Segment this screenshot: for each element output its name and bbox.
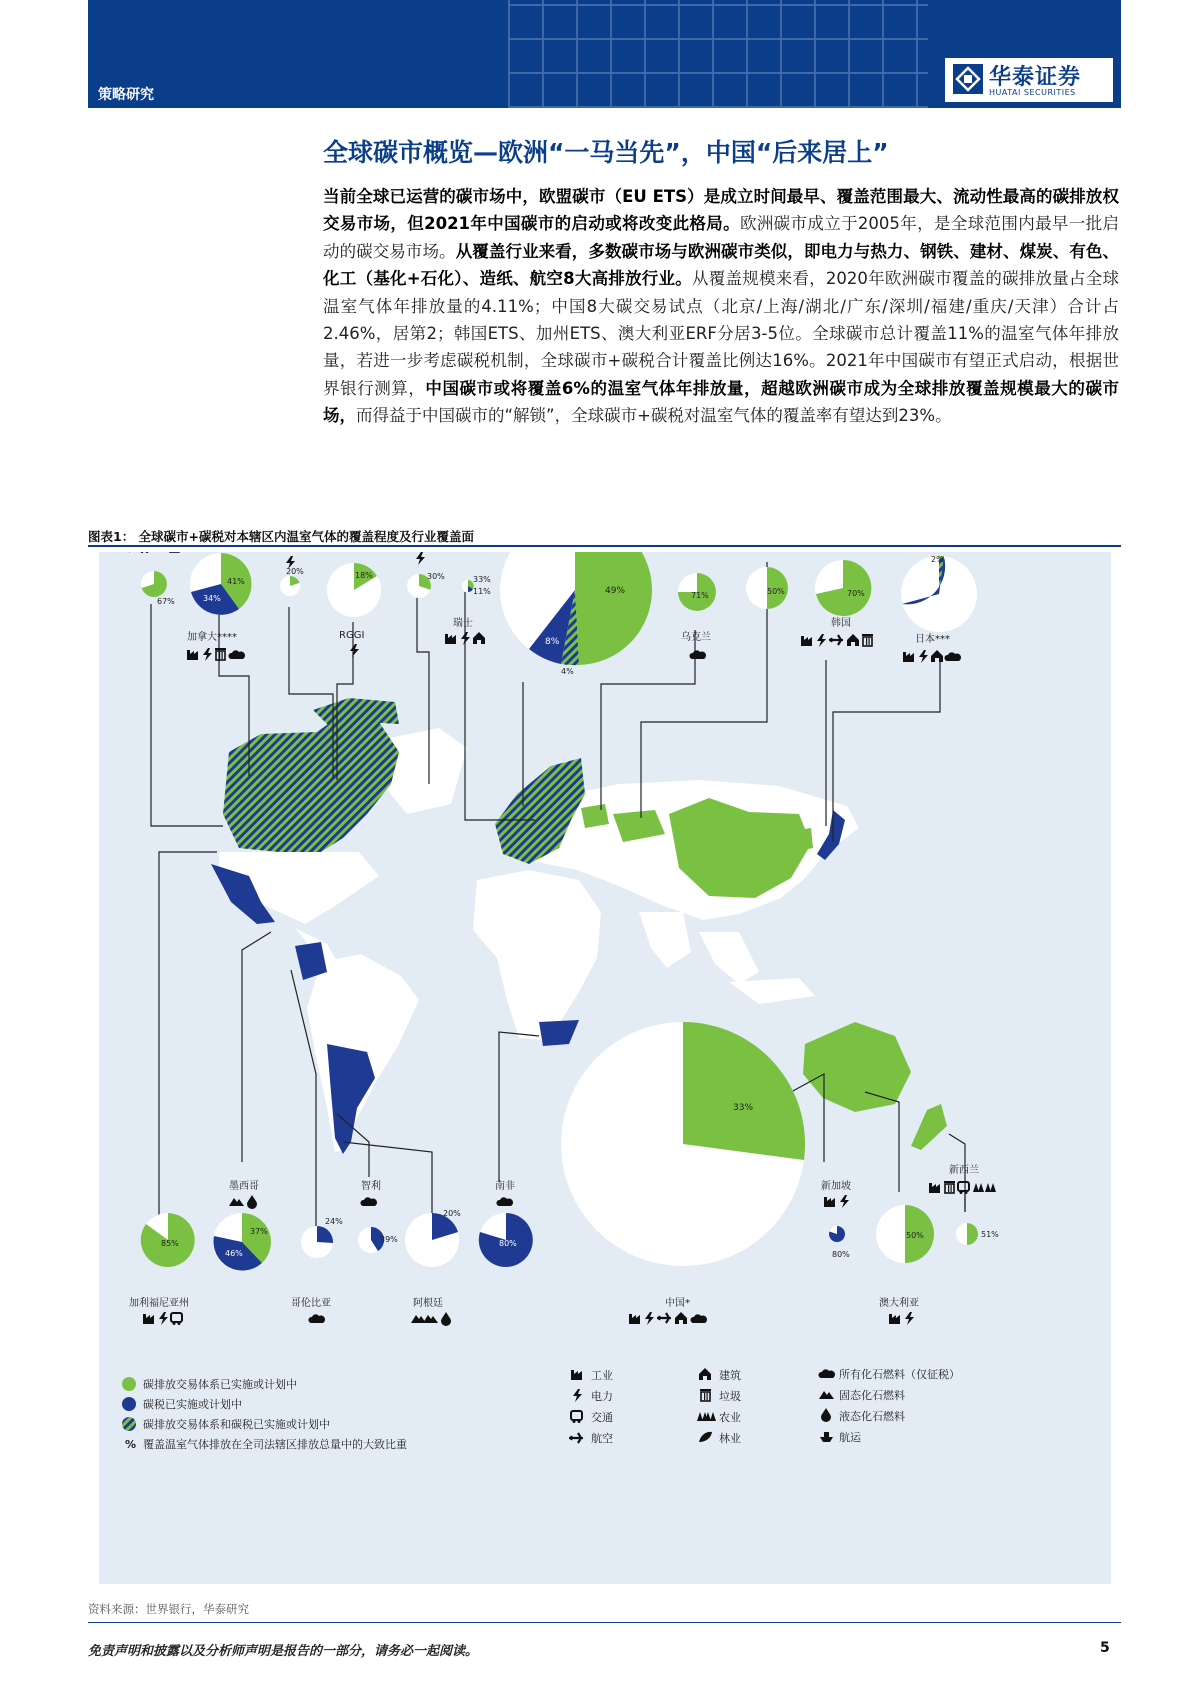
label-argentina: 阿根廷 [413,1298,443,1309]
legend-solid-fossil: 固态化石燃料 [839,1389,905,1402]
region-new-zealand [911,1104,947,1150]
pct-south-africa: 80% [499,1239,517,1248]
label-california: 加利福尼亚州 [129,1298,189,1309]
pie-colombia [301,1217,343,1258]
brand-name-cn: 华泰证券 [989,65,1082,90]
para-text-4: 从覆盖规模来看，2020年欧洲碳市覆盖的碳排放量占全球温室气体年排放量的4.11%；中国8大碳交易试点（北京/上海/湖北/广东/深圳/福建/重庆/天津）合计占2.46%，居第2；韩国ETS、加州ETS、澳大利亚ERF分居3-5位。全球碳市总计覆盖11%的温室气体年排放量，若进一步考虑碳税机制，全球碳市+碳税合计覆盖比例达16%。2021年中国碳市有望正式启动，根据世界银行测算， [323,269,1119,398]
label-mexico: 墨西哥 [229,1181,259,1192]
label-swiss: 瑞士 [453,618,473,629]
figure-title: 图表1： 全球碳市+碳税对本辖区内温室气体的覆盖程度及行业覆盖面 [88,529,475,544]
figure-title-rule [88,545,1121,547]
section-title: 全球碳市概览—欧洲“一马当先”，中国“后来居上” [323,138,889,167]
brand-logo [945,58,1113,102]
pie-washington [141,571,175,606]
page-number: 5 [1100,1640,1110,1656]
pie-ukraine [678,573,716,611]
source-rule [88,1622,1121,1623]
label-rggi: RGGI [339,630,365,641]
legend-building: 建筑 [719,1369,741,1382]
pie-south-africa [479,1213,533,1267]
label-colombia: 哥伦比亚 [291,1298,331,1309]
pct-swiss-tax: 11% [473,587,491,596]
icons-south-africa [496,1197,513,1206]
icons-virginia [416,552,425,565]
pie-california [141,1213,195,1267]
legend-forestry: 林业 [719,1432,741,1445]
brand-name-en: HUATAI SECURITIES [989,88,1076,97]
pct-canada-ets: 41% [227,577,245,586]
legend-pct-desc: 覆盖温室气体排放在全司法辖区排放总量中的大致比重 [143,1438,407,1451]
pct-california: 85% [161,1239,179,1248]
region-south-africa [539,1020,579,1046]
ship-icon [820,1432,833,1442]
label-canada: 加拿大**** [187,632,237,643]
legend-both-swatch [122,1417,136,1431]
label-japan: 日本*** [915,634,950,645]
bolt-icon [573,1389,582,1402]
label-chile: 智利 [361,1181,381,1192]
pct-singapore: 80% [832,1250,850,1259]
building-icon [699,1368,711,1380]
legend-aviation: 航空 [591,1432,613,1445]
para-bold-3: 从覆盖行业来看，多数碳市场与欧洲碳市类似，即电力与热力、钢铁、建材、煤炭、有色、化工（基化+石化）、造纸、航空8大高排放行业。 [323,241,1120,289]
icons-ukraine [689,650,706,659]
pct-swiss-ets: 33% [473,575,491,584]
pct-china: 33% [733,1103,754,1113]
label-china: 中国* [665,1298,690,1309]
label-korea: 韩国 [831,618,851,629]
pie-rggi [327,563,381,617]
icons-argentina [411,1312,451,1326]
pie-canada [190,553,252,615]
pct-massachusetts: 20% [286,567,304,576]
label-new-zealand: 新西兰 [949,1165,979,1176]
body-paragraph [323,183,1119,430]
cloud-icon [818,1369,835,1378]
pct-washington: 67% [157,597,175,606]
pie-singapore [829,1226,850,1259]
legend-both: 碳排放交易体系和碳税已实施或计划中 [143,1418,330,1431]
icons-singapore [824,1195,849,1208]
pie-china [561,1022,805,1266]
pct-argentina: 20% [443,1209,461,1218]
plane-icon [569,1433,583,1443]
legend-tax-swatch [122,1397,136,1411]
legend-tax: 碳税已实施或计划中 [143,1398,242,1411]
legend-transport: 交通 [591,1411,613,1424]
legend-ets: 碳排放交易体系已实施或计划中 [143,1378,297,1391]
pct-mexico-tax: 46% [225,1249,243,1258]
pct-eu-both: 4% [561,667,574,676]
icons-canada [187,648,245,661]
legend-shipping: 航运 [839,1431,861,1444]
para-bold-5: 中国碳市或将覆盖6%的温室气体年排放量，超越欧洲碳市成为全球排放覆盖规模最大的碳市场， [323,378,1120,426]
icons-colombia [308,1314,325,1323]
section-tag: 策略研究 [98,87,154,103]
agriculture-icon-2 [705,1412,716,1421]
label-singapore: 新加坡 [821,1181,851,1192]
pct-kazakhstan: 50% [767,587,785,596]
figure-source: 资料来源：世界银行，华泰研究 [88,1602,249,1616]
pct-colombia: 24% [325,1217,343,1226]
icons-mexico [229,1195,257,1209]
pct-eu-ets: 49% [605,586,626,596]
legend-liquid-fossil: 液态化石燃料 [839,1410,905,1423]
carbon-map-svg [99,552,1111,1584]
pie-australia [876,1205,934,1263]
label-australia: 澳大利亚 [879,1298,919,1309]
pie-new-zealand [956,1223,999,1245]
pie-eu [500,552,652,676]
carbon-map-figure [99,552,1111,1584]
icons-california [143,1312,182,1325]
icons-rggi [350,644,359,657]
icons-japan [903,650,961,663]
label-south-africa: 南非 [495,1181,515,1192]
pie-massachusetts [280,567,304,596]
brand-mark-icon [953,64,983,94]
factory-icon [571,1370,582,1380]
legend [122,1367,960,1451]
drop-icon [821,1408,831,1422]
icons-china [629,1312,707,1325]
icons-korea [801,634,873,647]
legend-power: 电力 [591,1390,613,1403]
pct-eu-tax: 8% [545,637,560,647]
icons-new-zealand [929,1181,996,1194]
forestry-leaf-icon [699,1432,712,1442]
region-ukraine [581,804,609,828]
pct-rggi: 18% [355,571,373,580]
pie-kazakhstan [746,567,788,609]
pie-korea [815,560,871,616]
waste-bin-icon [700,1389,711,1401]
legend-pct-symbol: % [125,1438,137,1451]
icons-australia [889,1312,914,1325]
para-text-2: 欧洲碳市成立于2005年，是全球范围内最早一批启动的碳交易市场。 [323,214,1119,261]
pie-mexico [213,1213,271,1271]
footer-disclaimer: 免责声明和披露以及分析师声明是报告的一部分，请务必一起阅读。 [88,1644,479,1659]
pct-virginia: 30% [427,572,445,581]
pct-mexico-ets: 37% [250,1227,268,1236]
pie-japan [901,555,977,632]
legend-industry: 工业 [591,1369,613,1382]
pct-ukraine: 71% [691,591,709,600]
pct-new-zealand: 51% [981,1230,999,1239]
legend-waste: 垃圾 [719,1390,741,1403]
bus-icon [571,1411,582,1423]
pie-argentina [405,1209,461,1267]
pct-australia: 50% [906,1231,924,1240]
pct-korea: 70% [847,589,865,598]
mountain-icon [819,1391,834,1399]
pct-japan-both: 2% [931,555,944,564]
pct-japan-tax: 65% [941,591,959,600]
region-australia [803,1022,911,1112]
legend-ets-swatch [122,1377,136,1391]
pie-chile [358,1227,398,1253]
header-banner [88,0,1121,108]
header-grid-pattern [508,0,928,108]
pct-chile: 39% [380,1235,398,1244]
para-text-6: 而得益于中国碳市的“解锁”，全球碳市+碳税对温室气体的覆盖率有望达到23%。 [356,406,952,426]
pie-virginia [407,572,445,598]
pct-canada-tax: 34% [203,594,221,603]
icons-washington [111,552,180,553]
legend-agriculture: 农业 [719,1411,741,1424]
legend-all-fossil: 所有化石燃料（仅征税） [839,1368,960,1381]
pie-swiss [462,575,491,596]
para-bold-1: 当前全球已运营的碳市场中，欧盟碳市（EU ETS）是成立时间最早、覆盖范围最大、流动性最高的碳排放权交易市场，但2021年中国碳市的启动或将改变此格局。 [323,187,1119,234]
label-ukraine: 乌克兰 [681,632,711,643]
icons-chile [360,1197,377,1206]
